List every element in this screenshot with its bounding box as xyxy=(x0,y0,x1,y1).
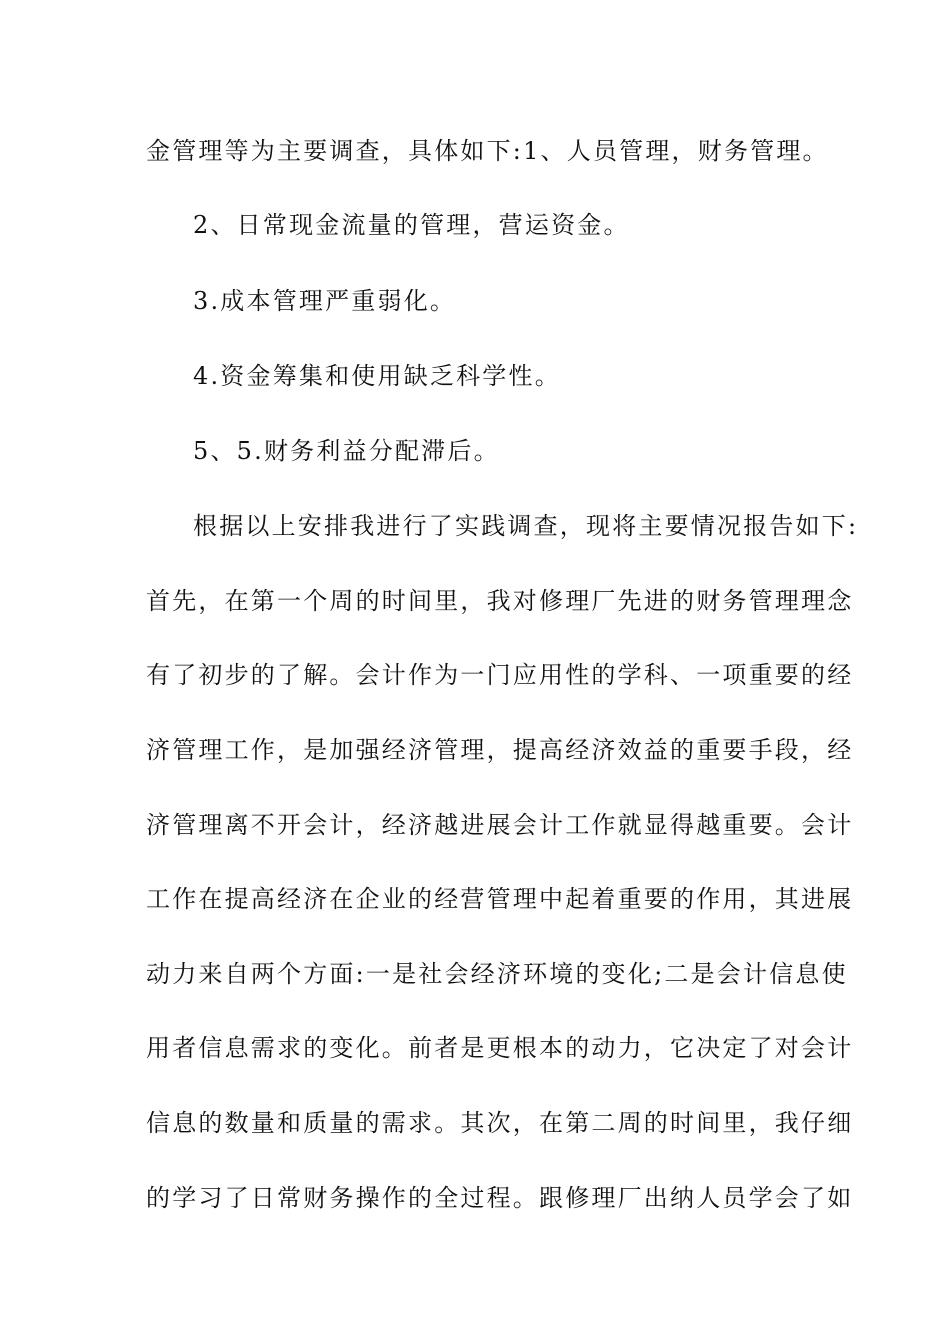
text-line: 信息的数量和质量的需求。其次，在第二周的时间里，我仔细 xyxy=(146,1109,854,1137)
text-line: 3.成本管理严重弱化。 xyxy=(193,287,457,315)
text-line: 4.资金筹集和使用缺乏科学性。 xyxy=(193,362,561,390)
text-line: 5、5.财务利益分配滞后。 xyxy=(193,437,500,465)
text-line: 济管理工作，是加强经济管理，提高经济效益的重要手段，经 xyxy=(146,736,854,764)
text-line: 工作在提高经济在企业的经营管理中起着重要的作用，其进展 xyxy=(146,885,854,913)
text-line: 有了初步的了解。会计作为一门应用性的学科、一项重要的经 xyxy=(146,661,854,689)
text-line: 动力来自两个方面:一是社会经济环境的变化;二是会计信息使 xyxy=(146,960,848,988)
text-line: 金管理等为主要调查，具体如下:1、人员管理，财务管理。 xyxy=(146,137,829,165)
text-line: 的学习了日常财务操作的全过程。跟修理厂出纳人员学会了如 xyxy=(146,1184,854,1212)
text-line: 2、日常现金流量的管理，营运资金。 xyxy=(193,211,630,239)
text-line: 根据以上安排我进行了实践调查，现将主要情况报告如下: xyxy=(193,512,859,540)
text-line: 济管理离不开会计，经济越进展会计工作就显得越重要。会计 xyxy=(146,811,854,839)
text-line: 首先，在第一个周的时间里，我对修理厂先进的财务管理理念 xyxy=(146,587,854,615)
text-line: 用者信息需求的变化。前者是更根本的动力，它决定了对会计 xyxy=(146,1034,854,1062)
